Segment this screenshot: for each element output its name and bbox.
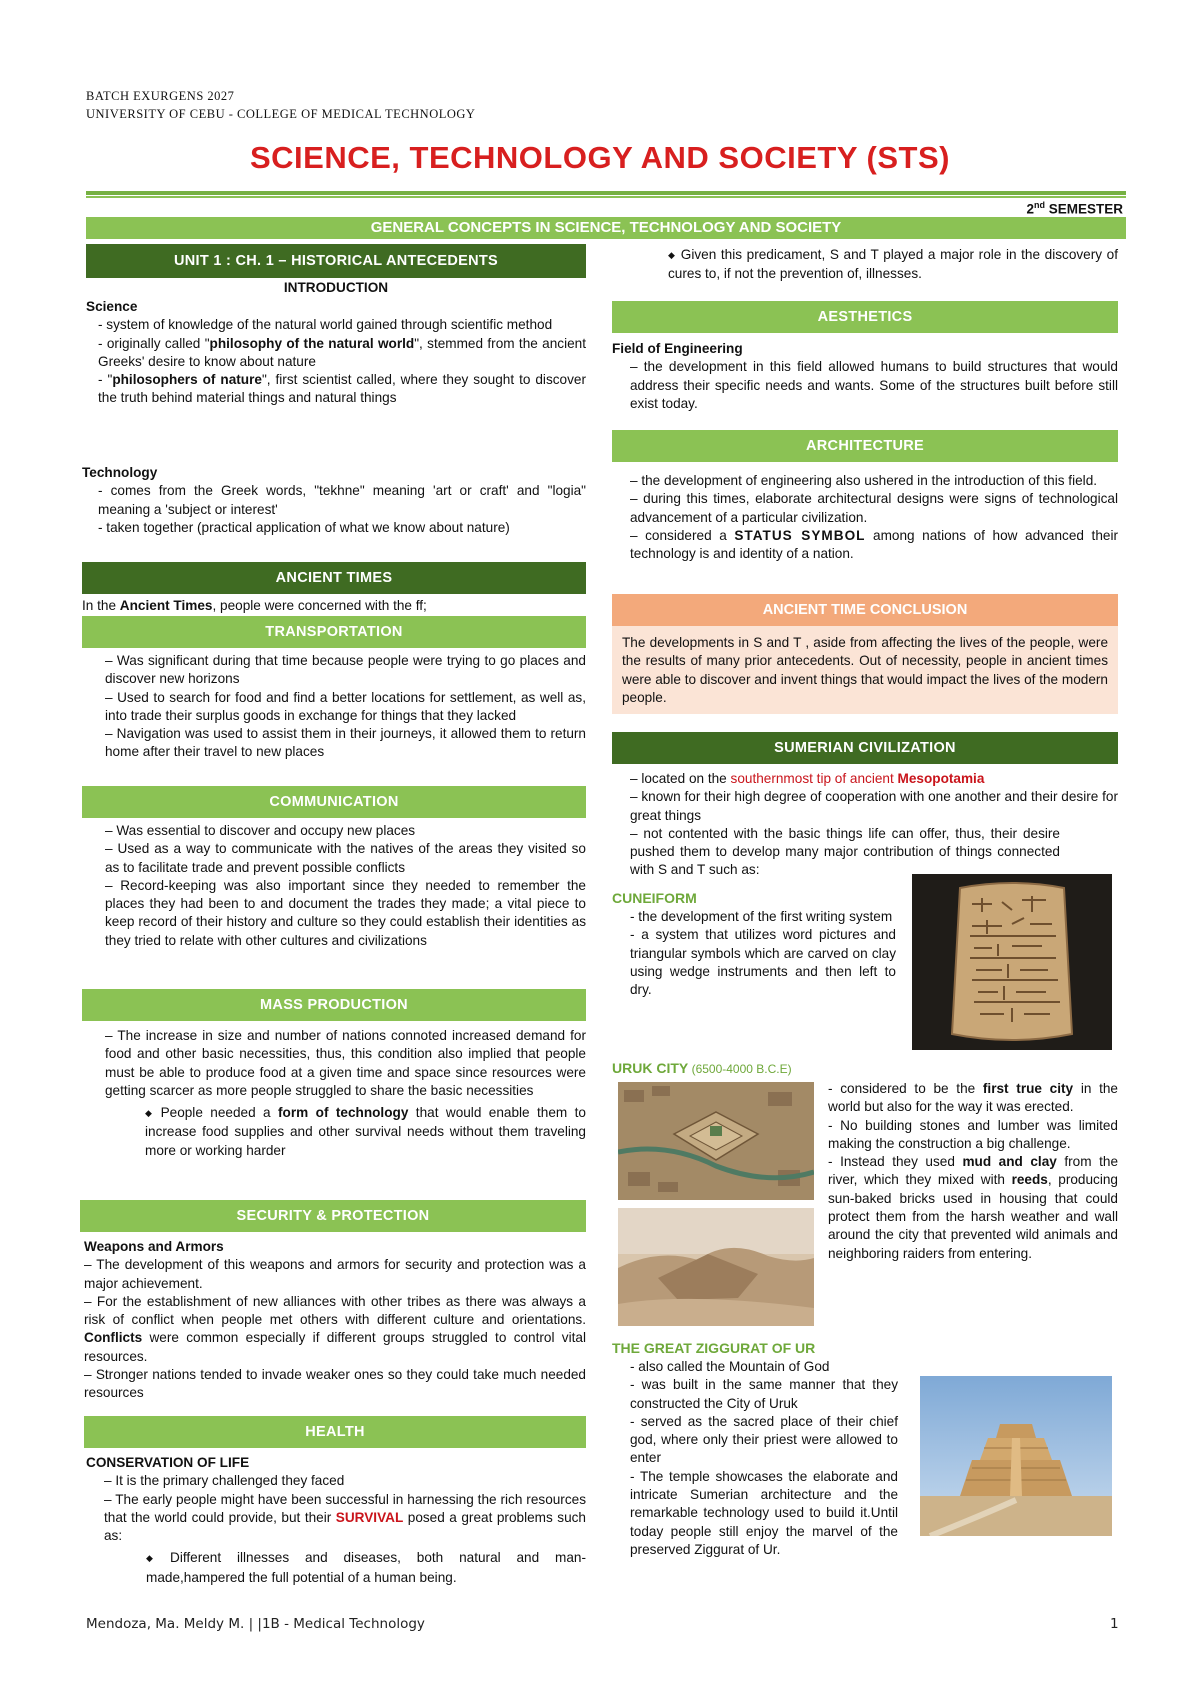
science-item-3: - "philosophers of nature", first scientist called, where they sought to discover the truth behind material things and natural things [98,372,586,406]
uruk-aerial-icon [618,1082,814,1200]
given-text: ◆ Given this predicament, S and T played a major role in the discovery of cures to, if not the prevention of, illnesses. [668,246,1118,284]
uruk-heading-line [612,1060,792,1076]
sum-item-2: – known for their high degree of cooperation with one another and their desire for great things [630,789,1118,823]
conservation-label: CONSERVATION OF LIFE [86,1455,250,1470]
cuneiform-tablet-icon [912,874,1112,1050]
batch-label: BATCH EXURGENS 2027 [86,89,235,103]
ziggurat-heading: THE GREAT ZIGGURAT OF UR [612,1340,816,1356]
ziggurat-block [630,1358,898,1559]
transport-heading: TRANSPORTATION [82,616,586,648]
cuneiform-image [912,874,1112,1050]
health-item-2: – The early people might have been successful in harnessing the rich resources that the world could provide, but their SURVIVAL posed a great problems such as: [104,1491,586,1544]
conclusion-box: The developments in S and T , aside from affecting the lives of the people, were the results of many prior antecedents. Out of necessity, people in ancient times were able to discover and invent things that would impact the lives of the modern people. [612,626,1118,714]
technology-block [82,464,586,537]
semester-text: SEMESTER [1044,201,1123,217]
title-underline-bottom [86,196,1126,198]
comm-item-1: – Was essential to discover and occupy new places [105,823,416,838]
conclusion-heading: ANCIENT TIME CONCLUSION [612,594,1118,626]
uruk-item-3: - Instead they used mud and clay from the river, which they mixed with reeds, producing sun-baked bricks used in housing that could protect them from the harsh weather and wall around the city that prevented wild animals and neighboring raiders from entering. [828,1154,1119,1261]
health-block [86,1454,586,1587]
comm-heading: COMMUNICATION [82,786,586,818]
banner: GENERAL CONCEPTS IN SCIENCE, TECHNOLOGY AND SOCIETY [86,217,1126,239]
weapons-label: Weapons and Armors [84,1239,224,1254]
title-underline-top [86,191,1126,195]
health-heading: HEALTH [84,1416,586,1448]
transport-item-3: – Navigation was used to assist them in their journeys, it allowed them to return home after their travel to new places [105,726,586,760]
ancient-heading: ANCIENT TIMES [82,562,586,594]
engineering-item-1: – the development in this field allowed humans to build structures that would address their specific needs and wants. Some of the structures built before still exist today. [630,359,1118,411]
zig-item-4: - The temple showcases the elaborate and intricate Sumerian architecture and the remarkable technology used to build it.Until today people still enjoy the marvel of the preserved Ziggurat of Ur. [630,1468,898,1557]
comm-item-3: – Record-keeping was also important since they needed to remember the places they had been to and document the trades they made; a vital piece to keep record of their history and culture so they could establish their identities as they tried to relate with other cultures and civilizations [105,877,586,948]
comm-item-2: – Used as a way to communicate with the natives of the areas they visited so as to facilitate trade and prevent possible conflicts [105,841,586,875]
sum-item-1: – located on the southernmost tip of ancient Mesopotamia [630,771,985,786]
unit-heading: UNIT 1 : CH. 1 – HISTORICAL ANTECEDENTS [86,244,586,278]
uruk-ruins-image [618,1208,814,1326]
tech-item-1: - comes from the Greek words, "tekhne" meaning 'art or craft' and "logia" meaning a 'subject or interest' [98,483,586,517]
page-title: SCIENCE, TECHNOLOGY AND SOCIETY (STS) [249,140,950,175]
health-item-1: – It is the primary challenged they faced [104,1473,345,1489]
security-block [84,1238,586,1403]
semester-num: 2 [1026,201,1034,217]
technology-label: Technology [82,465,158,480]
comm-block [105,822,586,950]
security-item-3: – Stronger nations tended to invade weaker ones so they could take much needed resources [84,1367,586,1401]
semester-sup: nd [1033,200,1045,210]
uruk-city-image [618,1082,814,1200]
uruk-block [828,1080,1118,1263]
mass-heading: MASS PRODUCTION [82,989,586,1021]
engineering-block [612,340,1118,413]
transport-item-1: – Was significant during that time because people were trying to go places and discover new horizons [105,653,586,687]
science-item-1: - system of knowledge of the natural world gained through scientific method [98,317,553,333]
cun-item-1: - the development of the first writing system [630,909,893,924]
ancient-intro: In the Ancient Times, people were concerned with the ff; [82,598,427,613]
science-block [86,298,586,408]
health-item-3: ◆ Different illnesses and diseases, both natural and man-made,hampered the full potential of a human being. [86,1549,586,1587]
university-label: UNIVERSITY OF CEBU - COLLEGE OF MEDICAL TECHNOLOGY [86,107,476,121]
mass-item-1: – The increase in size and number of nations connoted increased demand for food and other basic necessities, thus, this condition also implied that people must be able to produce food at a given time and space since resources were getting scarcer as more people struggled to share the basic necessities [105,1028,586,1098]
cuneiform-heading: CUNEIFORM [612,890,697,906]
cun-item-2: - a system that utilizes word pictures and triangular symbols which are carved on clay using wedge instruments and then left to dry. [630,927,896,998]
uruk-ruins-icon [618,1208,814,1326]
security-heading: SECURITY & PROTECTION [80,1200,586,1232]
ziggurat-image [920,1376,1112,1536]
zig-item-2: - was built in the same manner that they constructed the City of Uruk [630,1377,898,1411]
science-label: Science [86,299,138,314]
uruk-item-2: - No building stones and lumber was limited making the construction a big challenge. [828,1117,1118,1151]
arch-item-2: – during this times, elaborate architectural designs were signs of technological advancement of a particular civilization. [630,491,1118,525]
security-item-2: – For the establishment of new alliances with other tribes as there was always a risk of conflict when people met others with different culture and orientations. Conflicts were common especially if different groups struggled to control vital resources. [84,1293,586,1364]
security-item-1: – The development of this weapons and armors for security and protection was a major achievement. [84,1257,586,1291]
engineering-label: Field of Engineering [612,341,743,356]
zig-item-1: - also called the Mountain of God [630,1359,830,1374]
ziggurat-icon [920,1376,1112,1536]
architecture-heading: ARCHITECTURE [612,430,1118,462]
tech-item-2: - taken together (practical application of what we know about nature) [98,519,510,535]
page-number: 1 [1110,1616,1119,1632]
semester-label [1026,200,1123,217]
uruk-item-1: - considered to be the first true city in the world but also for the way it was erected. [828,1081,1118,1115]
arch-item-3: – considered a STATUS SYMBOL among nations of how advanced their technology is and identity of a nation. [630,527,1118,562]
sumerian-heading: SUMERIAN CIVILIZATION [612,732,1118,764]
architecture-block [630,472,1118,563]
sum-item-3: – not contented with the basic things life can offer, thus, their desire pushed them to develop many major contribution of things connected with S and T such as: [630,825,1060,878]
zig-item-3: - served as the sacred place of their chief god, where only their priest were allowed to enter [630,1413,898,1466]
transport-block [105,652,586,762]
transport-item-2: – Used to search for food and find a better locations for settlement, as well as, into trade their surplus goods in exchange for things that they lacked [105,689,586,723]
sumerian-block [630,770,1118,880]
uruk-heading: URUK CITY [612,1060,689,1076]
intro-heading: INTRODUCTION [283,280,389,295]
footer-author: Mendoza, Ma. Meldy M. | |1B - Medical Technology [86,1616,425,1632]
mass-block [105,1027,586,1160]
aesthetics-heading: AESTHETICS [612,301,1118,333]
arch-item-1: – the development of engineering also ushered in the introduction of this field. [630,473,1098,488]
science-item-2: - originally called "philosophy of the natural world", stemmed from the ancient Greeks' desire to know about nature [98,335,586,369]
cuneiform-block [630,908,896,999]
mass-item-2: ◆ People needed a form of technology that would enable them to increase food supplies and other survival needs without them traveling more or working harder [105,1104,586,1160]
uruk-dates: (6500-4000 B.C.E) [688,1062,792,1076]
